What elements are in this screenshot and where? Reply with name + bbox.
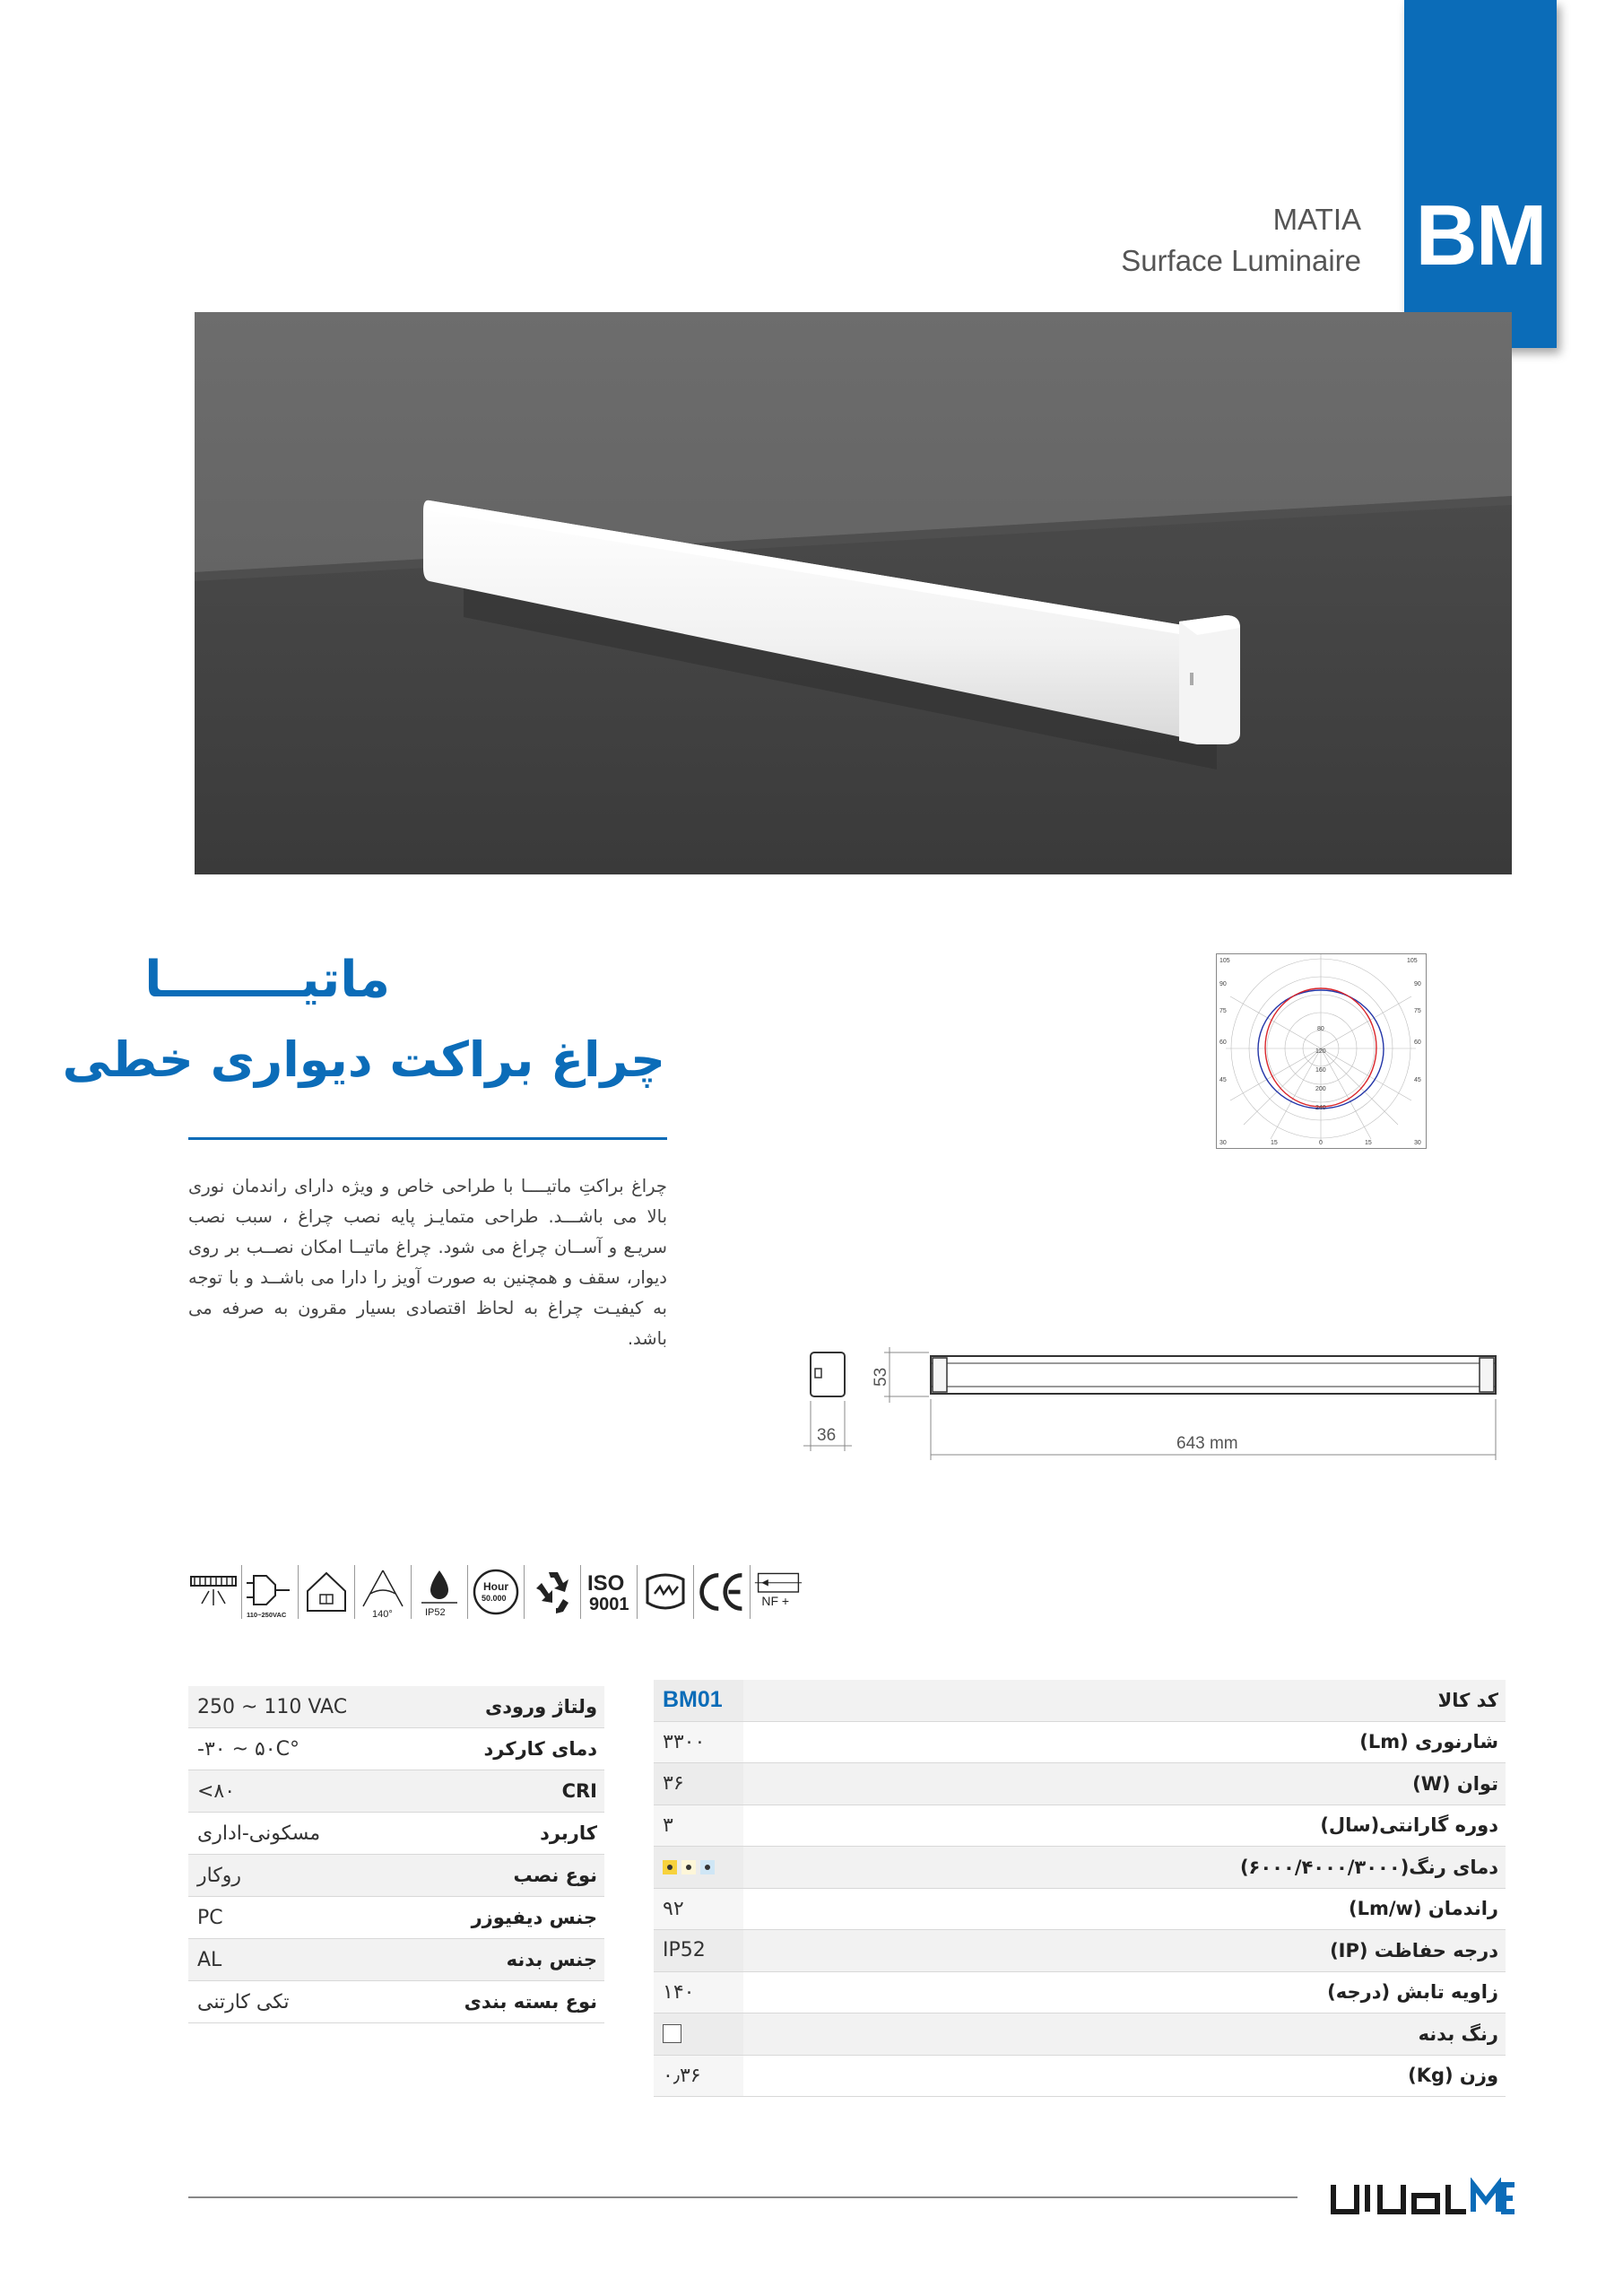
spec-table-primary [654, 1680, 1506, 2097]
table-row [188, 1770, 604, 1813]
color-swatch-cool [700, 1860, 715, 1874]
table-row [188, 1981, 604, 2023]
product-photo [195, 312, 1512, 874]
icon-separator [241, 1565, 242, 1619]
feature-icons [188, 1561, 933, 1623]
ip-rating-caption: IP52 [425, 1607, 446, 1618]
ce-icon [697, 1563, 747, 1621]
spec-value: IP52 [654, 1930, 743, 1971]
spec-label: کد کالا [1437, 1689, 1498, 1711]
polar-right-angle: 45 [1414, 1077, 1421, 1083]
spec-value: <۸۰ [197, 1779, 236, 1803]
spec-value: ۱۴۰ [654, 1972, 743, 2013]
title-divider [188, 1137, 667, 1140]
polar-radial-label: 120 [1315, 1048, 1326, 1055]
icon-separator [524, 1565, 525, 1619]
hour-icon-bottom: 50.000 [482, 1594, 507, 1603]
spec-value: ۳۳۰۰ [654, 1722, 743, 1763]
polar-radial-label: 80 [1317, 1026, 1324, 1032]
icon-separator [750, 1565, 751, 1619]
polar-radial-label: 200 [1315, 1086, 1326, 1092]
color-swatch-neutral [681, 1860, 696, 1874]
product-name-en: MATIA [1272, 203, 1361, 236]
polar-bottom-label: 15 [1271, 1140, 1278, 1146]
english-product-name [1121, 199, 1361, 282]
spec-label: دمای رنگ(۶۰۰۰/۴۰۰۰/۳۰۰۰) [1239, 1856, 1498, 1878]
product-type-en: Surface Luminaire [1121, 244, 1361, 277]
spec-label: دوره گارانتی(سال) [1320, 1814, 1498, 1837]
spec-value: تکی کارتنی [197, 1990, 290, 2013]
polar-right-angle: 90 [1414, 981, 1421, 987]
spec-label: درجه حفاظت (IP) [1330, 1939, 1498, 1961]
table-row [654, 1763, 1506, 1805]
polar-right-angle: 60 [1414, 1039, 1421, 1046]
depth-dimension: 36 [817, 1426, 837, 1445]
body-color-swatch [663, 2024, 681, 2043]
color-temp-swatches [654, 1847, 743, 1888]
footer-divider [188, 2196, 1298, 2198]
table-row [654, 1930, 1506, 1972]
table-row [188, 1855, 604, 1897]
plug-icon-caption: 110~250VAC [247, 1611, 287, 1619]
table-row [188, 1686, 604, 1728]
spec-value: روکار [197, 1864, 242, 1887]
spec-value: -۳۰ ~ ۵۰C° [197, 1737, 299, 1761]
polar-bottom-label: 30 [1219, 1140, 1227, 1146]
beam-angle-icon [358, 1563, 408, 1621]
spec-value: ۳۶ [654, 1763, 743, 1805]
product-description: چراغ براکتِ ماتیــــا با طراحی خاص و ویژه دارای راندمان نوری بالا می باشـــد. طراحی متمایـز پایه نصب چراغ ، سبب نصب سریـع و آســان چراغ می شود. چراغ ماتیــا امکان نصــب بر روی دیوار، سقف و همچنین به صورت آویز را دارا می باشــد و با توجه به کیفیـت چراغ به لحاظ اقتصادی بسیار مقرون به صرفه می باشد. [188, 1176, 667, 1349]
icon-separator [298, 1565, 299, 1619]
table-row [654, 1805, 1506, 1848]
icon-separator [693, 1565, 694, 1619]
polar-corner-left: 105 [1219, 958, 1230, 964]
plug-icon [245, 1563, 295, 1621]
spec-label: CRI [561, 1780, 597, 1802]
table-row [188, 1897, 604, 1939]
table-row [654, 1680, 1506, 1722]
iso-icon-bottom: 9001 [589, 1595, 629, 1614]
driver-icon-caption: NF + [761, 1593, 790, 1608]
table-row [188, 1728, 604, 1770]
table-row [654, 1972, 1506, 2014]
icon-separator [467, 1565, 468, 1619]
spec-label: توان (W) [1412, 1772, 1498, 1795]
table-row [654, 2013, 1506, 2056]
product-title: ماتیــــــــا [144, 951, 390, 1009]
spec-label: دمای کارکرد [483, 1738, 597, 1760]
beam-angle-caption: 140° [372, 1609, 393, 1619]
iso-icon-top: ISO [587, 1571, 625, 1596]
polar-radial-label: 160 [1315, 1067, 1326, 1074]
spec-label: نوع بسته بندی [464, 1991, 597, 2013]
polar-left-angle: 75 [1219, 1008, 1227, 1014]
table-row [654, 2056, 1506, 2098]
polar-right-angle: 75 [1414, 1008, 1421, 1014]
polar-bottom-label: 0 [1319, 1140, 1323, 1146]
polar-bottom-label: 15 [1365, 1140, 1372, 1146]
indoor-icon [301, 1563, 352, 1621]
hour-icon [471, 1563, 521, 1621]
spec-label: راندمان (Lm/w) [1349, 1898, 1498, 1920]
spec-value: ۹۲ [654, 1889, 743, 1930]
table-row [654, 1722, 1506, 1764]
icon-separator [354, 1565, 355, 1619]
table-row [654, 1847, 1506, 1889]
spec-label: وزن (Kg) [1408, 2065, 1498, 2087]
spec-value: 250 ~ 110 VAC [197, 1695, 348, 1718]
polar-corner-right: 105 [1407, 958, 1418, 964]
spec-value: PC [197, 1906, 223, 1929]
icon-separator [411, 1565, 412, 1619]
body-color-value [654, 2013, 743, 2055]
polar-light-distribution-chart [1216, 953, 1427, 1149]
spec-label: جنس بدنه [506, 1949, 597, 1970]
polar-left-angle: 90 [1219, 981, 1227, 987]
ceiling-mount-icon [188, 1563, 239, 1621]
ip-rating-icon [414, 1563, 464, 1621]
recycle-icon [527, 1563, 577, 1621]
spec-label: رنگ بدنه [1418, 2022, 1498, 2045]
product-code-value: BM01 [654, 1680, 743, 1721]
iso-icon [584, 1563, 634, 1621]
spec-label: نوع نصب [513, 1865, 597, 1886]
polar-left-angle: 45 [1219, 1077, 1227, 1083]
series-tab [1404, 0, 1557, 348]
table-row [188, 1939, 604, 1981]
spec-value: AL [197, 1948, 222, 1971]
color-swatch-warm [663, 1860, 677, 1874]
icon-separator [580, 1565, 581, 1619]
spec-value: ۰٫۳۶ [654, 2056, 743, 2097]
series-code: BM [1415, 187, 1546, 283]
length-dimension: 643 mm [1176, 1434, 1238, 1453]
height-dimension: 53 [872, 1367, 890, 1387]
product-subtitle: چراغ براکت دیواری خطی [62, 1031, 665, 1088]
standard-icon [640, 1563, 690, 1621]
polar-radial-label: 240 [1315, 1105, 1326, 1111]
polar-bottom-label: 30 [1414, 1140, 1421, 1146]
hour-icon-top: Hour [483, 1580, 508, 1593]
spec-label: ولتاژ ورودی [484, 1696, 597, 1718]
spec-label: جنس دیفیوزر [471, 1907, 597, 1928]
spec-label: کاربرد [540, 1822, 597, 1844]
spec-table-secondary [188, 1686, 604, 2023]
spec-label: شارنوری (Lm) [1359, 1731, 1498, 1753]
dimension-drawing [794, 1344, 1503, 1469]
spec-value: مسکونی-اداری [197, 1822, 321, 1845]
spec-value: ۳ [654, 1805, 743, 1847]
brand-logo [1330, 2178, 1518, 2217]
polar-left-angle: 60 [1219, 1039, 1227, 1046]
table-row [188, 1813, 604, 1855]
spec-label: زاویه تابش (درجه) [1327, 1981, 1498, 2004]
table-row [654, 1889, 1506, 1931]
driver-icon [753, 1563, 803, 1621]
icon-separator [637, 1565, 638, 1619]
